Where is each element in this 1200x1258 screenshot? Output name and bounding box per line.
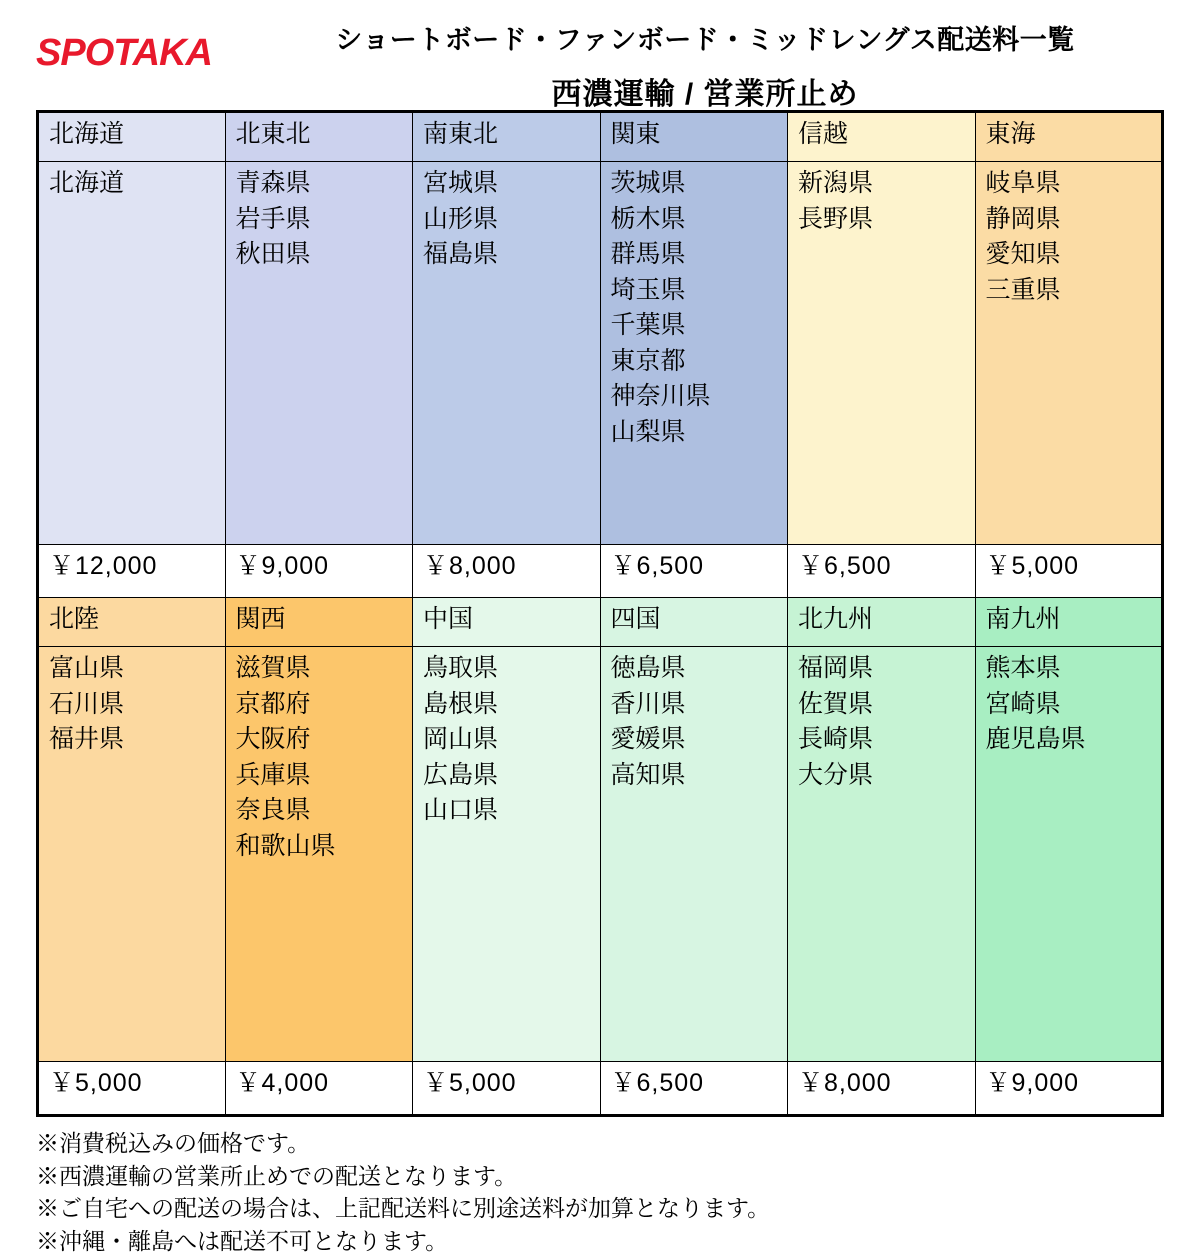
region-header-row-2 — [38, 598, 1163, 647]
region-cell: 南九州 — [975, 598, 1163, 647]
region-cell: 北東北 — [225, 112, 413, 162]
region-header-row-1 — [38, 112, 1163, 162]
price-row-2 — [38, 1062, 1163, 1116]
title-block — [246, 14, 1164, 113]
region-cell: 東海 — [975, 112, 1163, 162]
prefecture-cell: 茨城県 栃木県 群馬県 埼玉県 千葉県 東京都 神奈川県 山梨県 — [600, 162, 788, 545]
price-cell: ￥12,000 — [38, 545, 226, 598]
region-cell: 南東北 — [413, 112, 601, 162]
price-cell: ￥6,500 — [600, 545, 788, 598]
prefecture-cell: 新潟県 長野県 — [788, 162, 976, 545]
price-cell: ￥5,000 — [975, 545, 1163, 598]
price-cell: ￥8,000 — [788, 1062, 976, 1116]
region-cell: 四国 — [600, 598, 788, 647]
note-item: ※消費税込みの価格です。 — [36, 1130, 311, 1156]
note-item: ※西濃運輸の営業所止めでの配送となります。 — [36, 1162, 518, 1189]
price-cell: ￥9,000 — [975, 1062, 1163, 1116]
note-item: ※沖縄・離島へは配送不可となります。 — [36, 1227, 449, 1254]
notes-list — [36, 1127, 1164, 1258]
prefecture-cell: 福岡県 佐賀県 長崎県 大分県 — [788, 647, 976, 1062]
prefecture-cell: 岐阜県 静岡県 愛知県 三重県 — [975, 162, 1163, 545]
prefecture-cell: 富山県 石川県 福井県 — [38, 647, 226, 1062]
price-cell: ￥9,000 — [225, 545, 413, 598]
page-subtitle: 西濃運輸 / 営業所止め — [551, 78, 859, 111]
price-cell: ￥6,500 — [600, 1062, 788, 1116]
prefecture-cell: 滋賀県 京都府 大阪府 兵庫県 奈良県 和歌山県 — [225, 647, 413, 1062]
prefecture-cell: 青森県 岩手県 秋田県 — [225, 162, 413, 545]
region-cell: 信越 — [788, 112, 976, 162]
prefecture-row-1 — [38, 162, 1163, 545]
region-cell: 関東 — [600, 112, 788, 162]
region-cell: 北九州 — [788, 598, 976, 647]
prefecture-cell: 鳥取県 島根県 岡山県 広島県 山口県 — [413, 647, 601, 1062]
prefecture-cell: 熊本県 宮崎県 鹿児島県 — [975, 647, 1163, 1062]
note-item: ※ご自宅への配送の場合は、上記配送料に別途送料が加算となります。 — [36, 1195, 771, 1222]
price-row-1 — [38, 545, 1163, 598]
price-cell: ￥4,000 — [225, 1062, 413, 1116]
price-cell: ￥8,000 — [413, 545, 601, 598]
page-title: ショートボード・ファンボード・ミッドレングス配送料一覧 — [335, 25, 1075, 55]
document-header — [36, 14, 1164, 110]
price-cell: ￥5,000 — [38, 1062, 226, 1116]
region-cell: 北海道 — [38, 112, 226, 162]
price-cell: ￥6,500 — [788, 545, 976, 598]
region-cell: 北陸 — [38, 598, 226, 647]
brand-logo: SPOTAKA — [36, 32, 212, 74]
price-cell: ￥5,000 — [413, 1062, 601, 1116]
prefecture-cell: 宮城県 山形県 福島県 — [413, 162, 601, 545]
region-cell: 中国 — [413, 598, 601, 647]
region-cell: 関西 — [225, 598, 413, 647]
prefecture-row-2 — [38, 647, 1163, 1062]
shipping-fee-table — [36, 110, 1164, 1117]
prefecture-cell: 北海道 — [38, 162, 226, 545]
prefecture-cell: 徳島県 香川県 愛媛県 高知県 — [600, 647, 788, 1062]
